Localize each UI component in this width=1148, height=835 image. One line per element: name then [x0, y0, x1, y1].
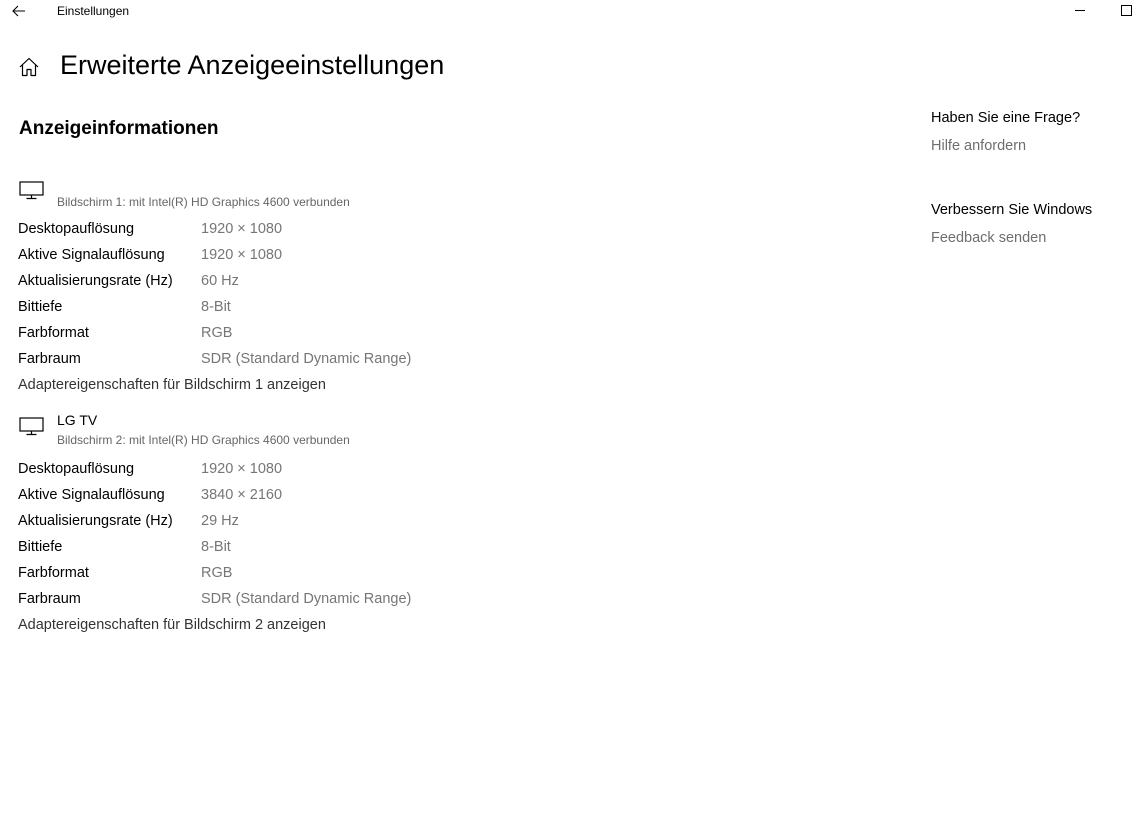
info-value: 8-Bit [201, 539, 231, 555]
back-button[interactable] [6, 1, 32, 21]
info-value: 8-Bit [201, 299, 231, 315]
display-1-subtitle: Bildschirm 1: mit Intel(R) HD Graphics 4600 verbunden [57, 195, 350, 209]
display-2-info [18, 412, 538, 640]
help-sidebar [931, 110, 1141, 246]
send-feedback-link[interactable]: Feedback senden [931, 230, 1047, 246]
info-label: Farbformat [18, 565, 89, 581]
help-group [931, 110, 1141, 154]
adapter-properties-link-2[interactable]: Adaptereigenschaften für Bildschirm 2 anzeigen [18, 617, 326, 633]
info-label: Aktive Signalauflösung [18, 247, 165, 263]
home-icon [18, 56, 40, 78]
display-2-name: LG TV [57, 412, 98, 428]
back-arrow-icon [12, 5, 26, 17]
info-label: Bittiefe [18, 299, 63, 315]
info-value: 3840 × 2160 [201, 487, 283, 503]
info-label: Aktive Signalauflösung [18, 487, 165, 503]
minimize-button[interactable] [1066, 0, 1094, 22]
info-row [18, 322, 538, 348]
info-row [18, 510, 538, 536]
display-2-header [18, 412, 538, 452]
feedback-group [931, 202, 1141, 246]
help-heading: Haben Sie eine Frage? [931, 110, 1081, 126]
info-label: Desktopauflösung [18, 221, 135, 237]
info-row [18, 244, 538, 270]
info-value: 60 Hz [201, 273, 239, 289]
info-value: RGB [201, 325, 233, 341]
info-label: Bittiefe [18, 539, 63, 555]
info-label: Aktualisierungsrate (Hz) [18, 273, 173, 289]
monitor-icon [19, 417, 45, 437]
display-1-header [18, 178, 538, 218]
info-row [18, 588, 538, 614]
display-2-subtitle: Bildschirm 2: mit Intel(R) HD Graphics 4600 verbunden [57, 433, 350, 447]
get-help-link[interactable]: Hilfe anfordern [931, 138, 1027, 154]
info-value: SDR (Standard Dynamic Range) [201, 351, 412, 367]
title-bar [0, 0, 1148, 24]
app-title: Einstellungen [57, 4, 130, 18]
adapter-properties-link-1[interactable]: Adaptereigenschaften für Bildschirm 1 anzeigen [18, 377, 326, 393]
info-row [18, 270, 538, 296]
info-label: Farbraum [18, 591, 81, 607]
info-label: Farbformat [18, 325, 89, 341]
info-row [18, 296, 538, 322]
page-title: Erweiterte Anzeigeeinstellungen [60, 50, 445, 80]
info-value: RGB [201, 565, 233, 581]
display-1-info [18, 178, 538, 400]
monitor-icon [19, 181, 45, 201]
info-value: 29 Hz [201, 513, 239, 529]
info-row [18, 218, 538, 244]
info-value: 1920 × 1080 [201, 221, 283, 237]
info-label: Farbraum [18, 351, 81, 367]
home-button[interactable] [18, 56, 40, 78]
info-row [18, 458, 538, 484]
info-row [18, 484, 538, 510]
info-row [18, 562, 538, 588]
feedback-heading: Verbessern Sie Windows [931, 202, 1093, 218]
info-value: 1920 × 1080 [201, 461, 283, 477]
info-value: SDR (Standard Dynamic Range) [201, 591, 412, 607]
info-label: Desktopauflösung [18, 461, 135, 477]
info-row [18, 536, 538, 562]
section-title: Anzeigeinformationen [19, 118, 219, 139]
info-value: 1920 × 1080 [201, 247, 283, 263]
info-row [18, 348, 538, 374]
maximize-button[interactable] [1112, 0, 1140, 22]
info-label: Aktualisierungsrate (Hz) [18, 513, 173, 529]
